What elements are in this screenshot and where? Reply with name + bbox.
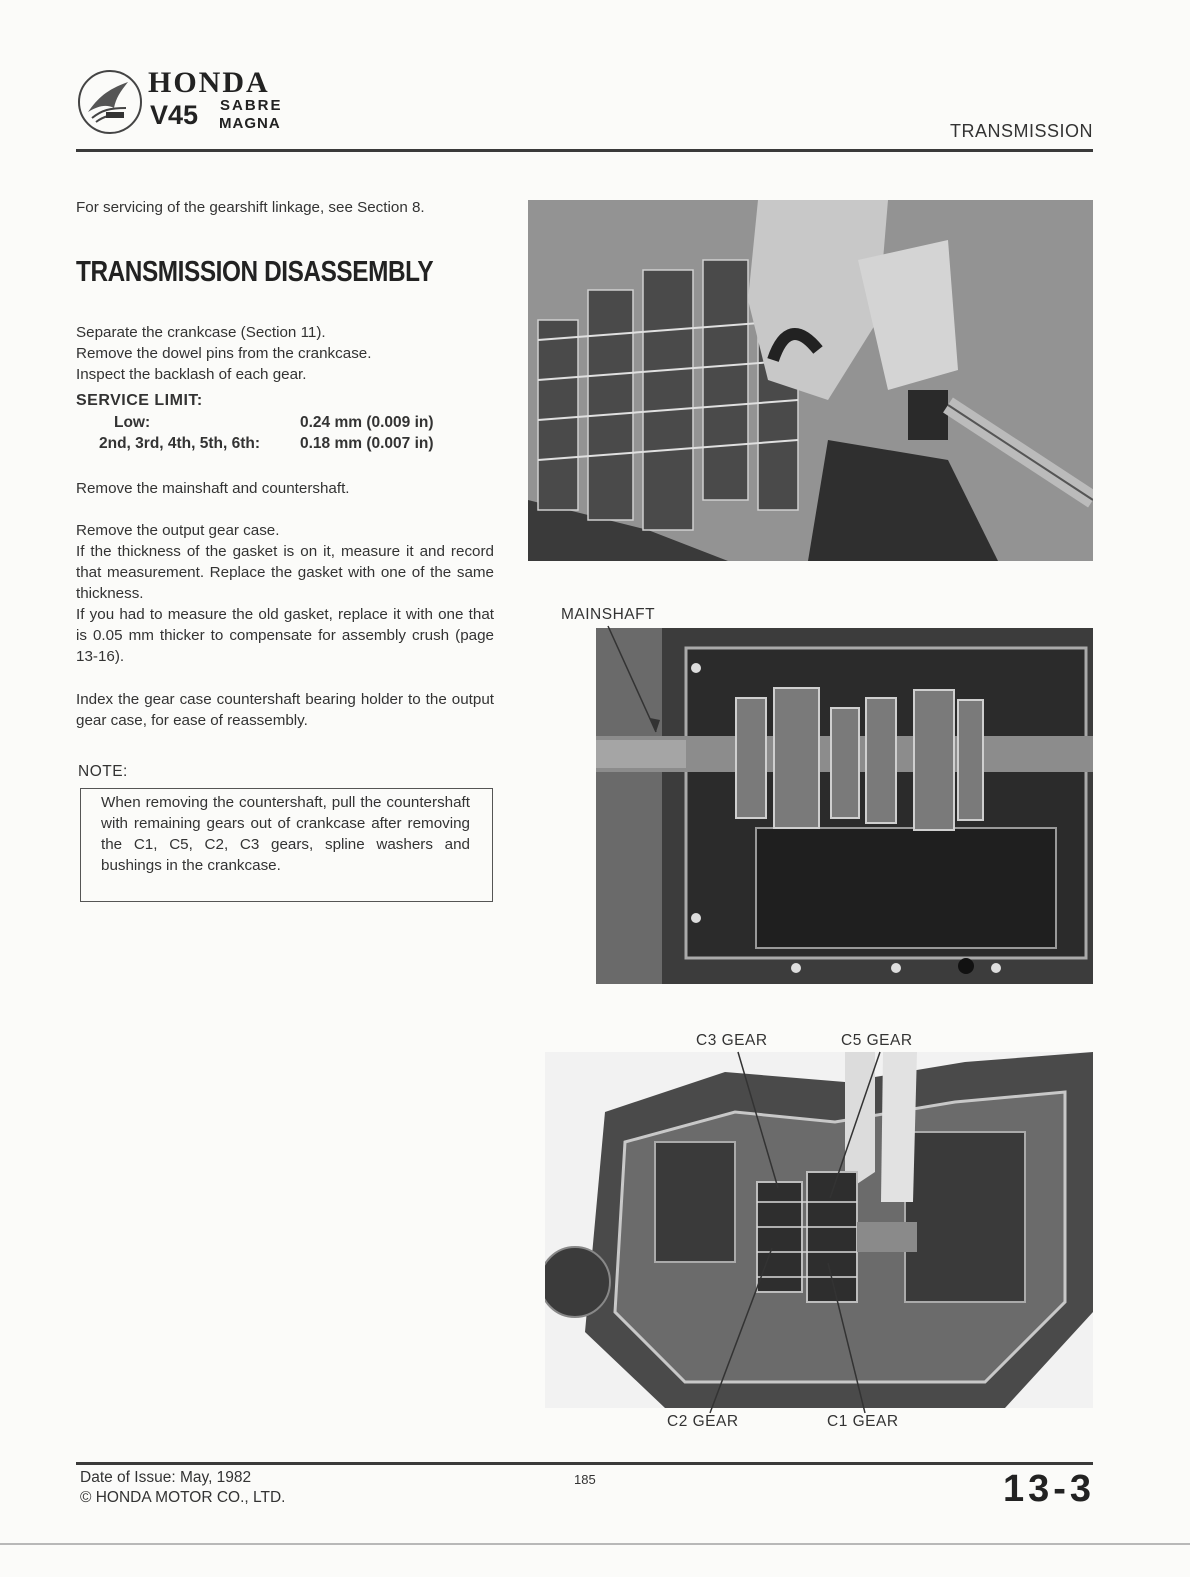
limit-value-low: 0.24 mm (0.009 in)	[300, 414, 434, 431]
section-title: TRANSMISSION	[949, 121, 1093, 141]
old-gasket-text: If you had to measure the old gasket, replace it with one that is 0.05 mm thicker to compensate for assembly crush (page 13-16).	[76, 606, 494, 665]
step-item: Remove the dowel pins from the crankcase.	[76, 345, 372, 362]
service-limit-label: SERVICE LIMIT:	[76, 392, 203, 409]
model-variant-magna: MAGNA	[219, 115, 281, 132]
issue-date: Date of Issue: May, 1982	[80, 1469, 252, 1486]
remove-shafts-step: Remove the mainshaft and countershaft.	[76, 480, 350, 497]
callout-lines-gears	[660, 1048, 920, 1420]
intro-text: For servicing of the gearshift linkage, see Section 8.	[76, 199, 425, 216]
copyright: © HONDA MOTOR CO., LTD.	[80, 1489, 286, 1506]
page-heading: TRANSMISSION DISASSEMBLY	[76, 256, 434, 288]
callout-c3-gear: C3 GEAR	[696, 1032, 768, 1049]
callout-mainshaft: MAINSHAFT	[561, 606, 656, 623]
page-number: 185	[574, 1472, 596, 1487]
callout-c5-gear: C5 GEAR	[841, 1032, 913, 1049]
honda-wing-logo	[76, 68, 144, 136]
model-variant-sabre: SABRE	[220, 97, 283, 114]
limit-gear-others: 2nd, 3rd, 4th, 5th, 6th:	[99, 435, 261, 452]
callout-c1-gear: C1 GEAR	[827, 1413, 899, 1430]
footer-divider	[76, 1462, 1093, 1465]
steps-list	[76, 322, 494, 385]
section-page-number: 13-3	[1002, 1468, 1095, 1510]
footer-info	[80, 1468, 285, 1508]
photo-mainshaft	[596, 628, 1093, 984]
scan-edge-line	[0, 1543, 1190, 1545]
note-text: When removing the countershaft, pull the countershaft with remaining gears out of crankcase after removing the C1, C5, C2, C3 gears, spline washers and bushings in the crankcase.	[101, 794, 470, 874]
limit-value-others: 0.18 mm (0.007 in)	[300, 435, 434, 452]
note-label: NOTE:	[78, 763, 128, 780]
brand-name: HONDA	[148, 66, 270, 99]
index-step-text: Index the gear case countershaft bearing holder to the output gear case, for ease of reassembly.	[76, 691, 494, 729]
remove-output-gear-case: Remove the output gear case.	[76, 522, 280, 539]
header-divider	[76, 149, 1093, 152]
photo-backlash-inspection	[528, 200, 1093, 561]
limit-gear-low: Low:	[114, 414, 151, 431]
callout-line-mainshaft	[580, 622, 670, 742]
step-item: Separate the crankcase (Section 11).	[76, 324, 326, 341]
gasket-thickness-text: If the thickness of the gasket is on it, measure it and record that measurement. Replace the gasket with one of the same thickness.	[76, 543, 494, 602]
model-name: V45	[150, 100, 199, 130]
step-item: Inspect the backlash of each gear.	[76, 366, 307, 383]
callout-c2-gear: C2 GEAR	[667, 1413, 739, 1430]
